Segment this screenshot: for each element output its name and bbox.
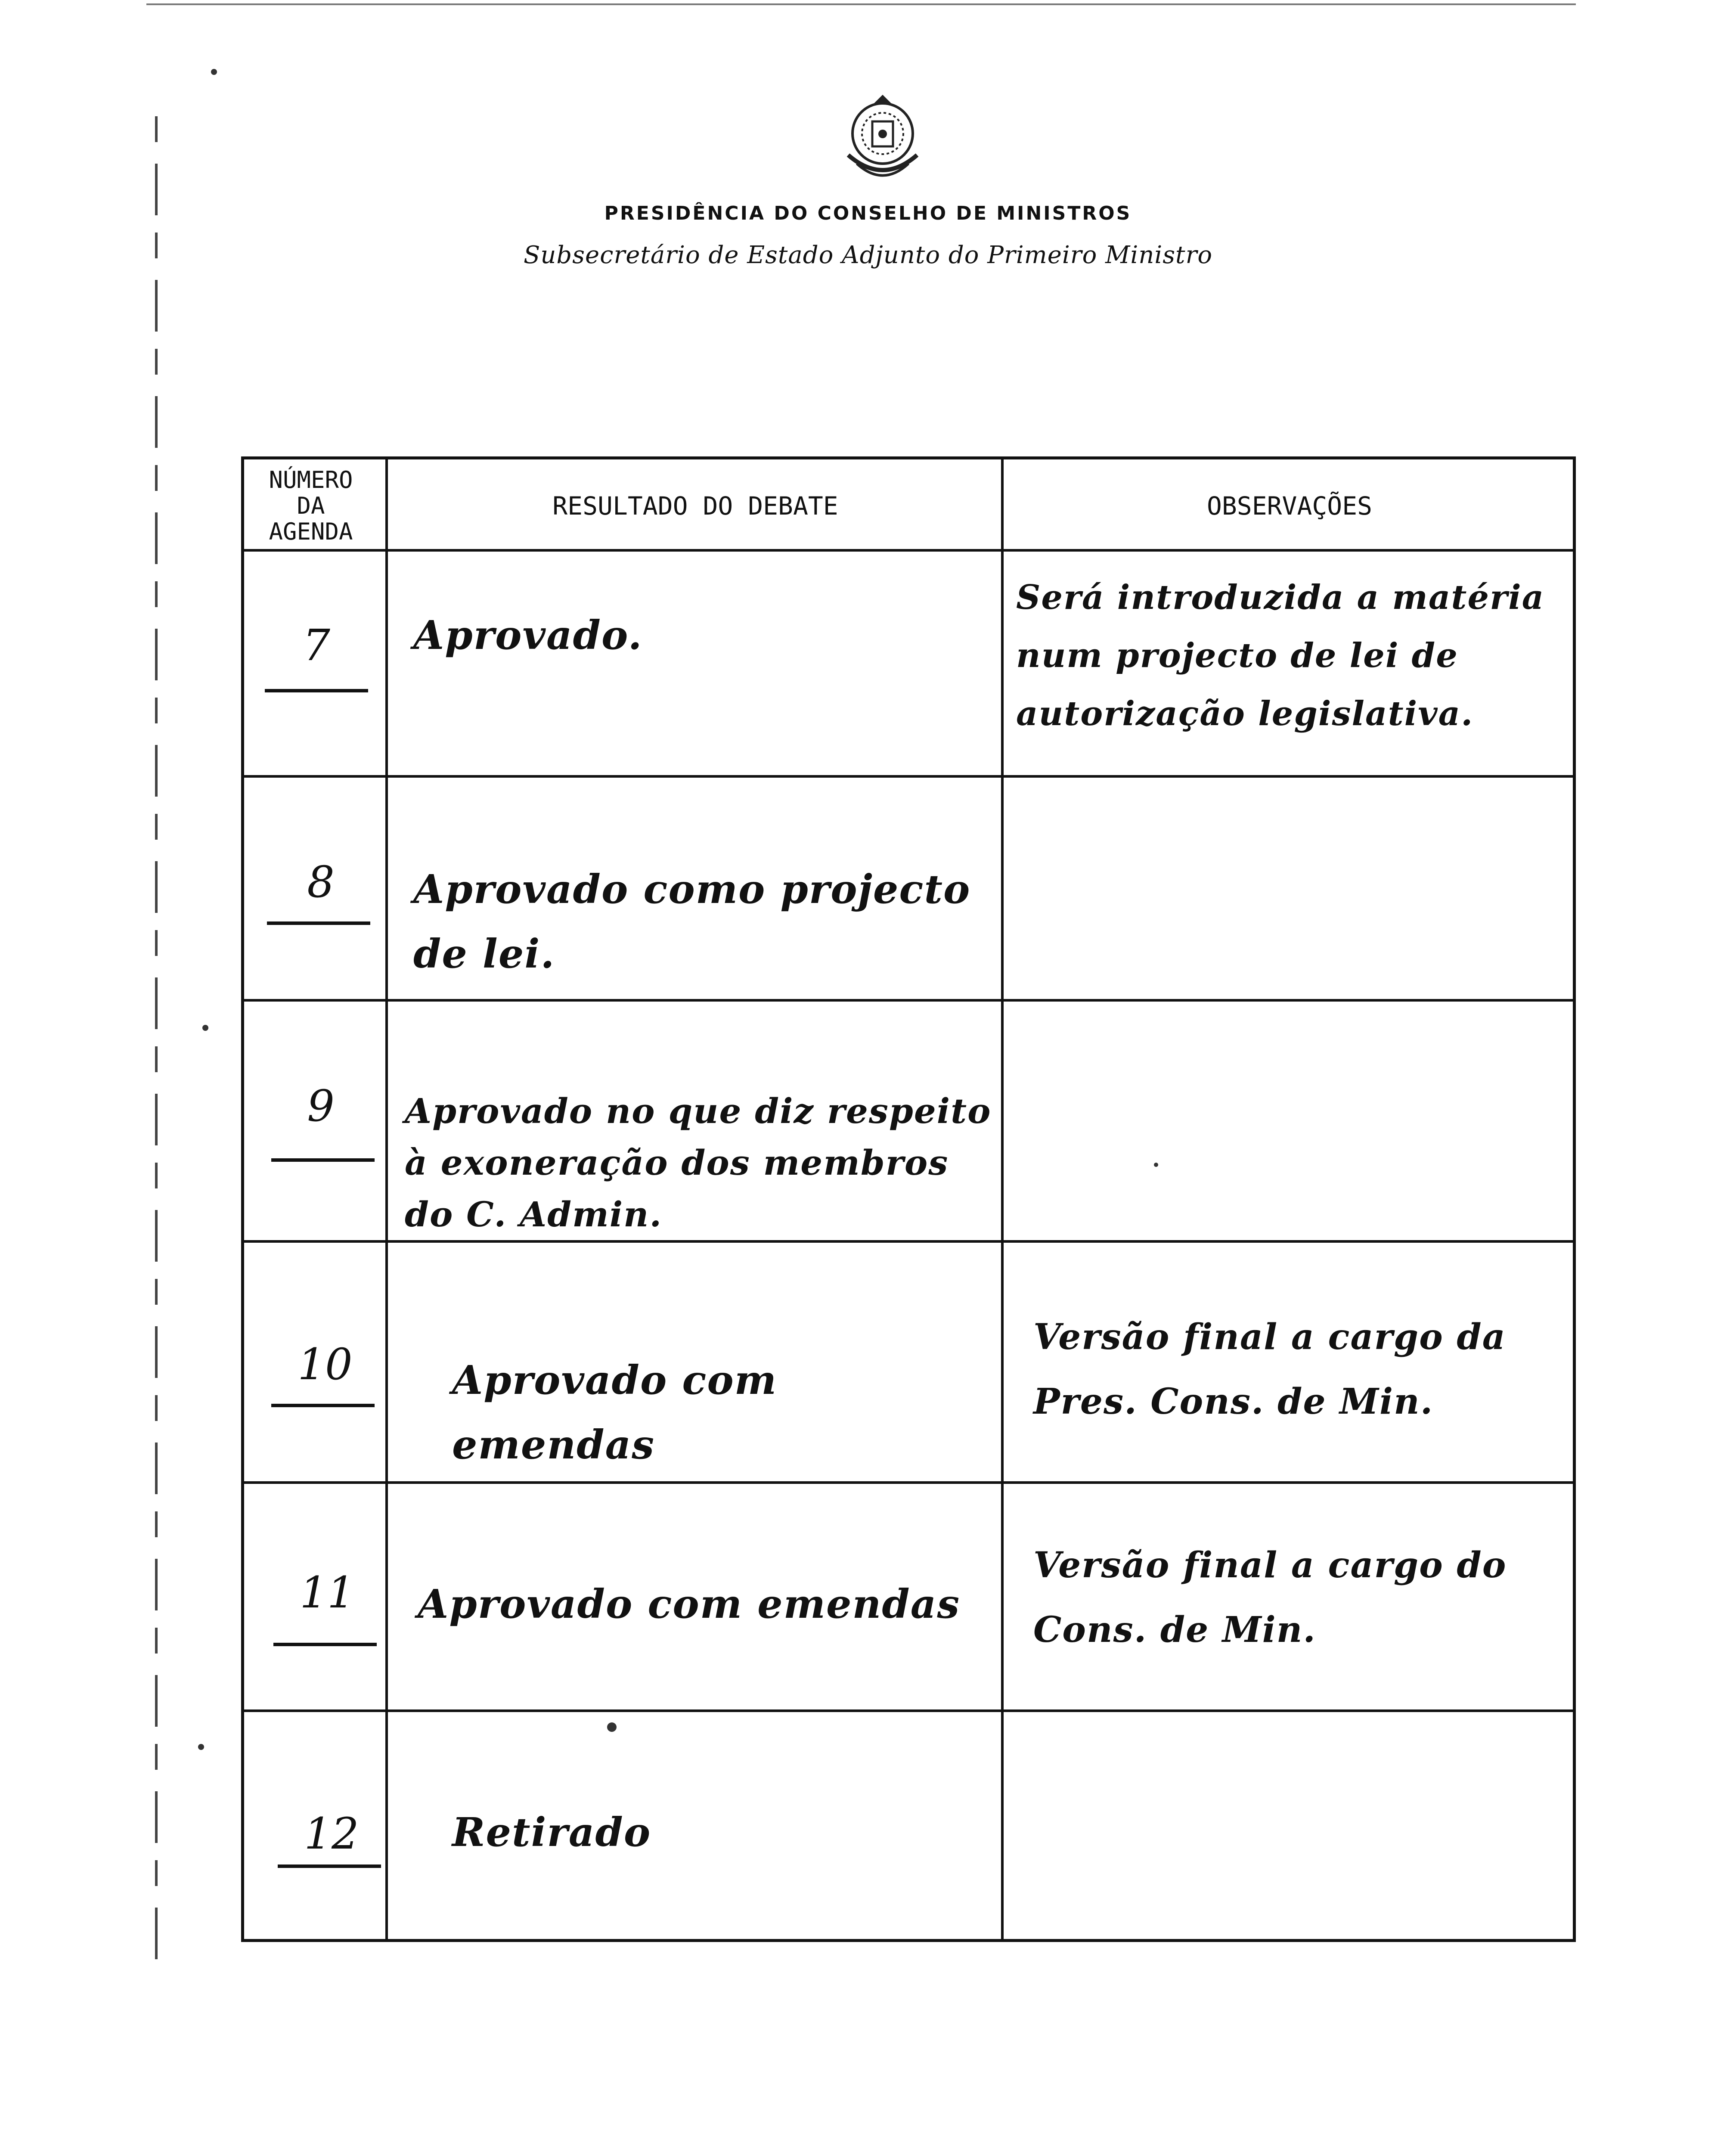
agenda-number: 8	[307, 857, 335, 907]
row-divider	[243, 1481, 1574, 1484]
scan-speck	[607, 1722, 617, 1732]
binding-edge	[155, 116, 158, 1968]
header-subtitle: Subsecretário de Estado Adjunto do Primeiro Ministro	[523, 241, 1213, 269]
debate-result: Retirado	[452, 1809, 651, 1855]
agenda-number: 10	[298, 1339, 353, 1390]
number-underline	[271, 1404, 375, 1407]
row-divider	[243, 775, 1574, 778]
column-header-number: NÚMERO DA AGENDA	[269, 466, 353, 545]
row-divider	[243, 999, 1574, 1002]
observation: Versão final a cargo do Cons. de Min.	[1033, 1545, 1507, 1650]
agenda-number: 9	[307, 1081, 335, 1131]
agenda-number: 11	[300, 1567, 355, 1618]
scan-speck	[1154, 1163, 1158, 1167]
observation: Será introduzida a matéria num projecto de lei de autorização legislativa.	[1016, 578, 1545, 733]
number-underline	[267, 921, 370, 925]
header-title: PRESIDÊNCIA DO CONSELHO DE MINISTROS	[604, 202, 1132, 224]
number-underline	[273, 1643, 377, 1646]
scan-speck	[202, 1025, 208, 1031]
agenda-number: 12	[304, 1809, 359, 1859]
debate-result: Aprovado com emendas	[418, 1581, 961, 1627]
row-divider	[243, 1709, 1574, 1712]
number-underline	[265, 689, 368, 692]
column-header-notes: OBSERVAÇÕES	[1206, 491, 1373, 521]
scan-speck	[198, 1744, 204, 1750]
debate-result: Aprovado no que diz respeito à exoneração dos membros do C. Admin.	[405, 1091, 992, 1235]
top-rule	[146, 3, 1576, 5]
header-row-divider	[243, 549, 1574, 552]
number-underline	[271, 1158, 375, 1162]
agenda-number: 7	[303, 620, 330, 670]
debate-result: Aprovado.	[413, 612, 643, 658]
number-underline	[278, 1864, 381, 1868]
observation: Versão final a cargo da Pres. Cons. de Min.	[1033, 1316, 1506, 1422]
column-header-result: RESULTADO DO DEBATE	[552, 491, 838, 521]
scan-speck	[211, 69, 217, 75]
debate-result: Aprovado com emendas	[452, 1357, 778, 1468]
coat-of-arms-icon	[831, 90, 934, 194]
column-divider	[1001, 459, 1004, 1940]
row-divider	[243, 1240, 1574, 1243]
column-divider	[385, 459, 388, 1940]
debate-result: Aprovado como projecto de lei.	[413, 866, 971, 977]
